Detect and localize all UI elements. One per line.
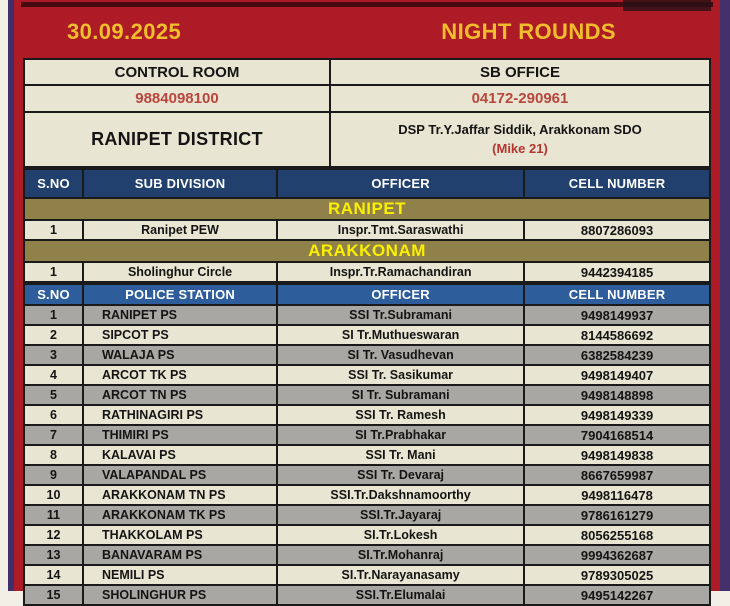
photo-corner-shadow <box>623 0 711 11</box>
officer-cell: SI.Tr.Lokesh <box>277 525 524 545</box>
section-band-row <box>24 198 710 220</box>
serial-cell: 11 <box>24 505 83 525</box>
serial-cell: 1 <box>24 262 83 282</box>
table-row <box>24 445 710 465</box>
serial-cell: 8 <box>24 445 83 465</box>
station-name-cell: SIPCOT PS <box>83 325 277 345</box>
serial-cell: 1 <box>24 305 83 325</box>
phone-cell: 9442394185 <box>524 262 710 282</box>
table-header-row <box>24 169 710 198</box>
table-row <box>24 405 710 425</box>
dsp-info-cell <box>330 112 710 167</box>
station-name-cell: KALAVAI PS <box>83 445 277 465</box>
station-name-cell: RATHINAGIRI PS <box>83 405 277 425</box>
station-name-cell: THAKKOLAM PS <box>83 525 277 545</box>
phone-cell: 9495142267 <box>524 585 710 605</box>
serial-cell: 1 <box>24 220 83 240</box>
phone-cell: 9498149339 <box>524 405 710 425</box>
phone-cell: 9789305025 <box>524 565 710 585</box>
serial-cell: 10 <box>24 485 83 505</box>
station-name-cell: ARCOT TN PS <box>83 385 277 405</box>
table-row <box>24 262 710 282</box>
serial-cell: 7 <box>24 425 83 445</box>
officer-cell: SI.Tr.Mohanraj <box>277 545 524 565</box>
station-name-cell: Ranipet PEW <box>83 220 277 240</box>
table-header-row <box>24 284 710 305</box>
officer-cell: SSI.Tr.Jayaraj <box>277 505 524 525</box>
phone-cell: 7904168514 <box>524 425 710 445</box>
officer-cell: SI.Tr.Narayanasamy <box>277 565 524 585</box>
dsp-callsign: (Mike 21) <box>492 140 548 156</box>
officer-cell: SSI Tr.Subramani <box>277 305 524 325</box>
table-row <box>24 325 710 345</box>
table-row <box>24 525 710 545</box>
right-border-stripe <box>720 0 730 591</box>
table-row <box>24 220 710 240</box>
officer-cell: SSI Tr. Sasikumar <box>277 365 524 385</box>
col-header-policestation: POLICE STATION <box>83 284 277 305</box>
table-row <box>24 385 710 405</box>
phone-cell: 9498149937 <box>524 305 710 325</box>
officer-cell: SI Tr.Prabhakar <box>277 425 524 445</box>
serial-cell: 3 <box>24 345 83 365</box>
station-name-cell: WALAJA PS <box>83 345 277 365</box>
officer-cell: SSI.Tr.Dakshnamoorthy <box>277 485 524 505</box>
col-header-sno: S.NO <box>24 284 83 305</box>
table-row <box>24 59 710 85</box>
phone-cell: 8144586692 <box>524 325 710 345</box>
officer-cell: SSI Tr. Ramesh <box>277 405 524 425</box>
phone-cell: 6382584239 <box>524 345 710 365</box>
officer-cell: Inspr.Tmt.Saraswathi <box>277 220 524 240</box>
station-name-cell: RANIPET PS <box>83 305 277 325</box>
station-name-cell: SHOLINGHUR PS <box>83 585 277 605</box>
table-row <box>24 365 710 385</box>
serial-cell: 2 <box>24 325 83 345</box>
section-title: RANIPET <box>24 198 710 220</box>
table-row <box>24 305 710 325</box>
banner-title: NIGHT ROUNDS <box>441 19 616 44</box>
officer-cell: SI Tr. Vasudhevan <box>277 345 524 365</box>
station-name-cell: BANAVARAM PS <box>83 545 277 565</box>
phone-cell: 9498116478 <box>524 485 710 505</box>
table-row <box>24 85 710 112</box>
serial-cell: 12 <box>24 525 83 545</box>
col-header-officer: OFFICER <box>277 284 524 305</box>
officer-cell: SSI.Tr.Elumalai <box>277 585 524 605</box>
dsp-officer-line: DSP Tr.Y.Jaffar Siddik, Arakkonam SDO <box>398 121 642 137</box>
phone-cell: 8056255168 <box>524 525 710 545</box>
col-header-officer: OFFICER <box>277 169 524 198</box>
serial-cell: 9 <box>24 465 83 485</box>
police-station-table <box>23 283 711 606</box>
banner-date: 30.09.2025 <box>67 19 182 44</box>
officer-cell: SSI Tr. Mani <box>277 445 524 465</box>
control-room-label: CONTROL ROOM <box>24 59 330 85</box>
table-row <box>24 565 710 585</box>
officer-cell: SSI Tr. Devaraj <box>277 465 524 485</box>
phone-cell: 9498148898 <box>524 385 710 405</box>
phone-cell: 9498149407 <box>524 365 710 385</box>
table-row <box>24 425 710 445</box>
top-dark-line <box>21 2 713 7</box>
table-row <box>24 485 710 505</box>
phone-cell: 9786161279 <box>524 505 710 525</box>
sb-office-phone: 04172-290961 <box>330 85 710 112</box>
serial-cell: 5 <box>24 385 83 405</box>
col-header-subdivision: SUB DIVISION <box>83 169 277 198</box>
station-name-cell: ARAKKONAM TK PS <box>83 505 277 525</box>
table-row <box>24 585 710 605</box>
table-row <box>24 465 710 485</box>
chart-frame <box>14 0 720 603</box>
table-row <box>24 505 710 525</box>
officer-cell: SI Tr.Muthueswaran <box>277 325 524 345</box>
station-name-cell: Sholinghur Circle <box>83 262 277 282</box>
table-row <box>24 112 710 167</box>
station-name-cell: ARAKKONAM TN PS <box>83 485 277 505</box>
serial-cell: 15 <box>24 585 83 605</box>
serial-cell: 13 <box>24 545 83 565</box>
phone-cell: 8667659987 <box>524 465 710 485</box>
contact-info-table <box>23 58 711 168</box>
table-row <box>24 545 710 565</box>
serial-cell: 14 <box>24 565 83 585</box>
station-name-cell: ARCOT TK PS <box>83 365 277 385</box>
col-header-cellnumber: CELL NUMBER <box>524 284 710 305</box>
officer-cell: Inspr.Tr.Ramachandiran <box>277 262 524 282</box>
section-band-row <box>24 240 710 262</box>
phone-cell: 9994362687 <box>524 545 710 565</box>
banner <box>23 0 711 58</box>
station-name-cell: THIMIRI PS <box>83 425 277 445</box>
col-header-cellnumber: CELL NUMBER <box>524 169 710 198</box>
phone-cell: 9498149838 <box>524 445 710 465</box>
serial-cell: 6 <box>24 405 83 425</box>
table-row <box>24 345 710 365</box>
district-name: RANIPET DISTRICT <box>24 112 330 167</box>
station-name-cell: VALAPANDAL PS <box>83 465 277 485</box>
sub-division-table <box>23 168 711 283</box>
station-name-cell: NEMILI PS <box>83 565 277 585</box>
control-room-phone: 9884098100 <box>24 85 330 112</box>
phone-cell: 8807286093 <box>524 220 710 240</box>
col-header-sno: S.NO <box>24 169 83 198</box>
officer-cell: SI Tr. Subramani <box>277 385 524 405</box>
section-title: ARAKKONAM <box>24 240 710 262</box>
sb-office-label: SB OFFICE <box>330 59 710 85</box>
serial-cell: 4 <box>24 365 83 385</box>
